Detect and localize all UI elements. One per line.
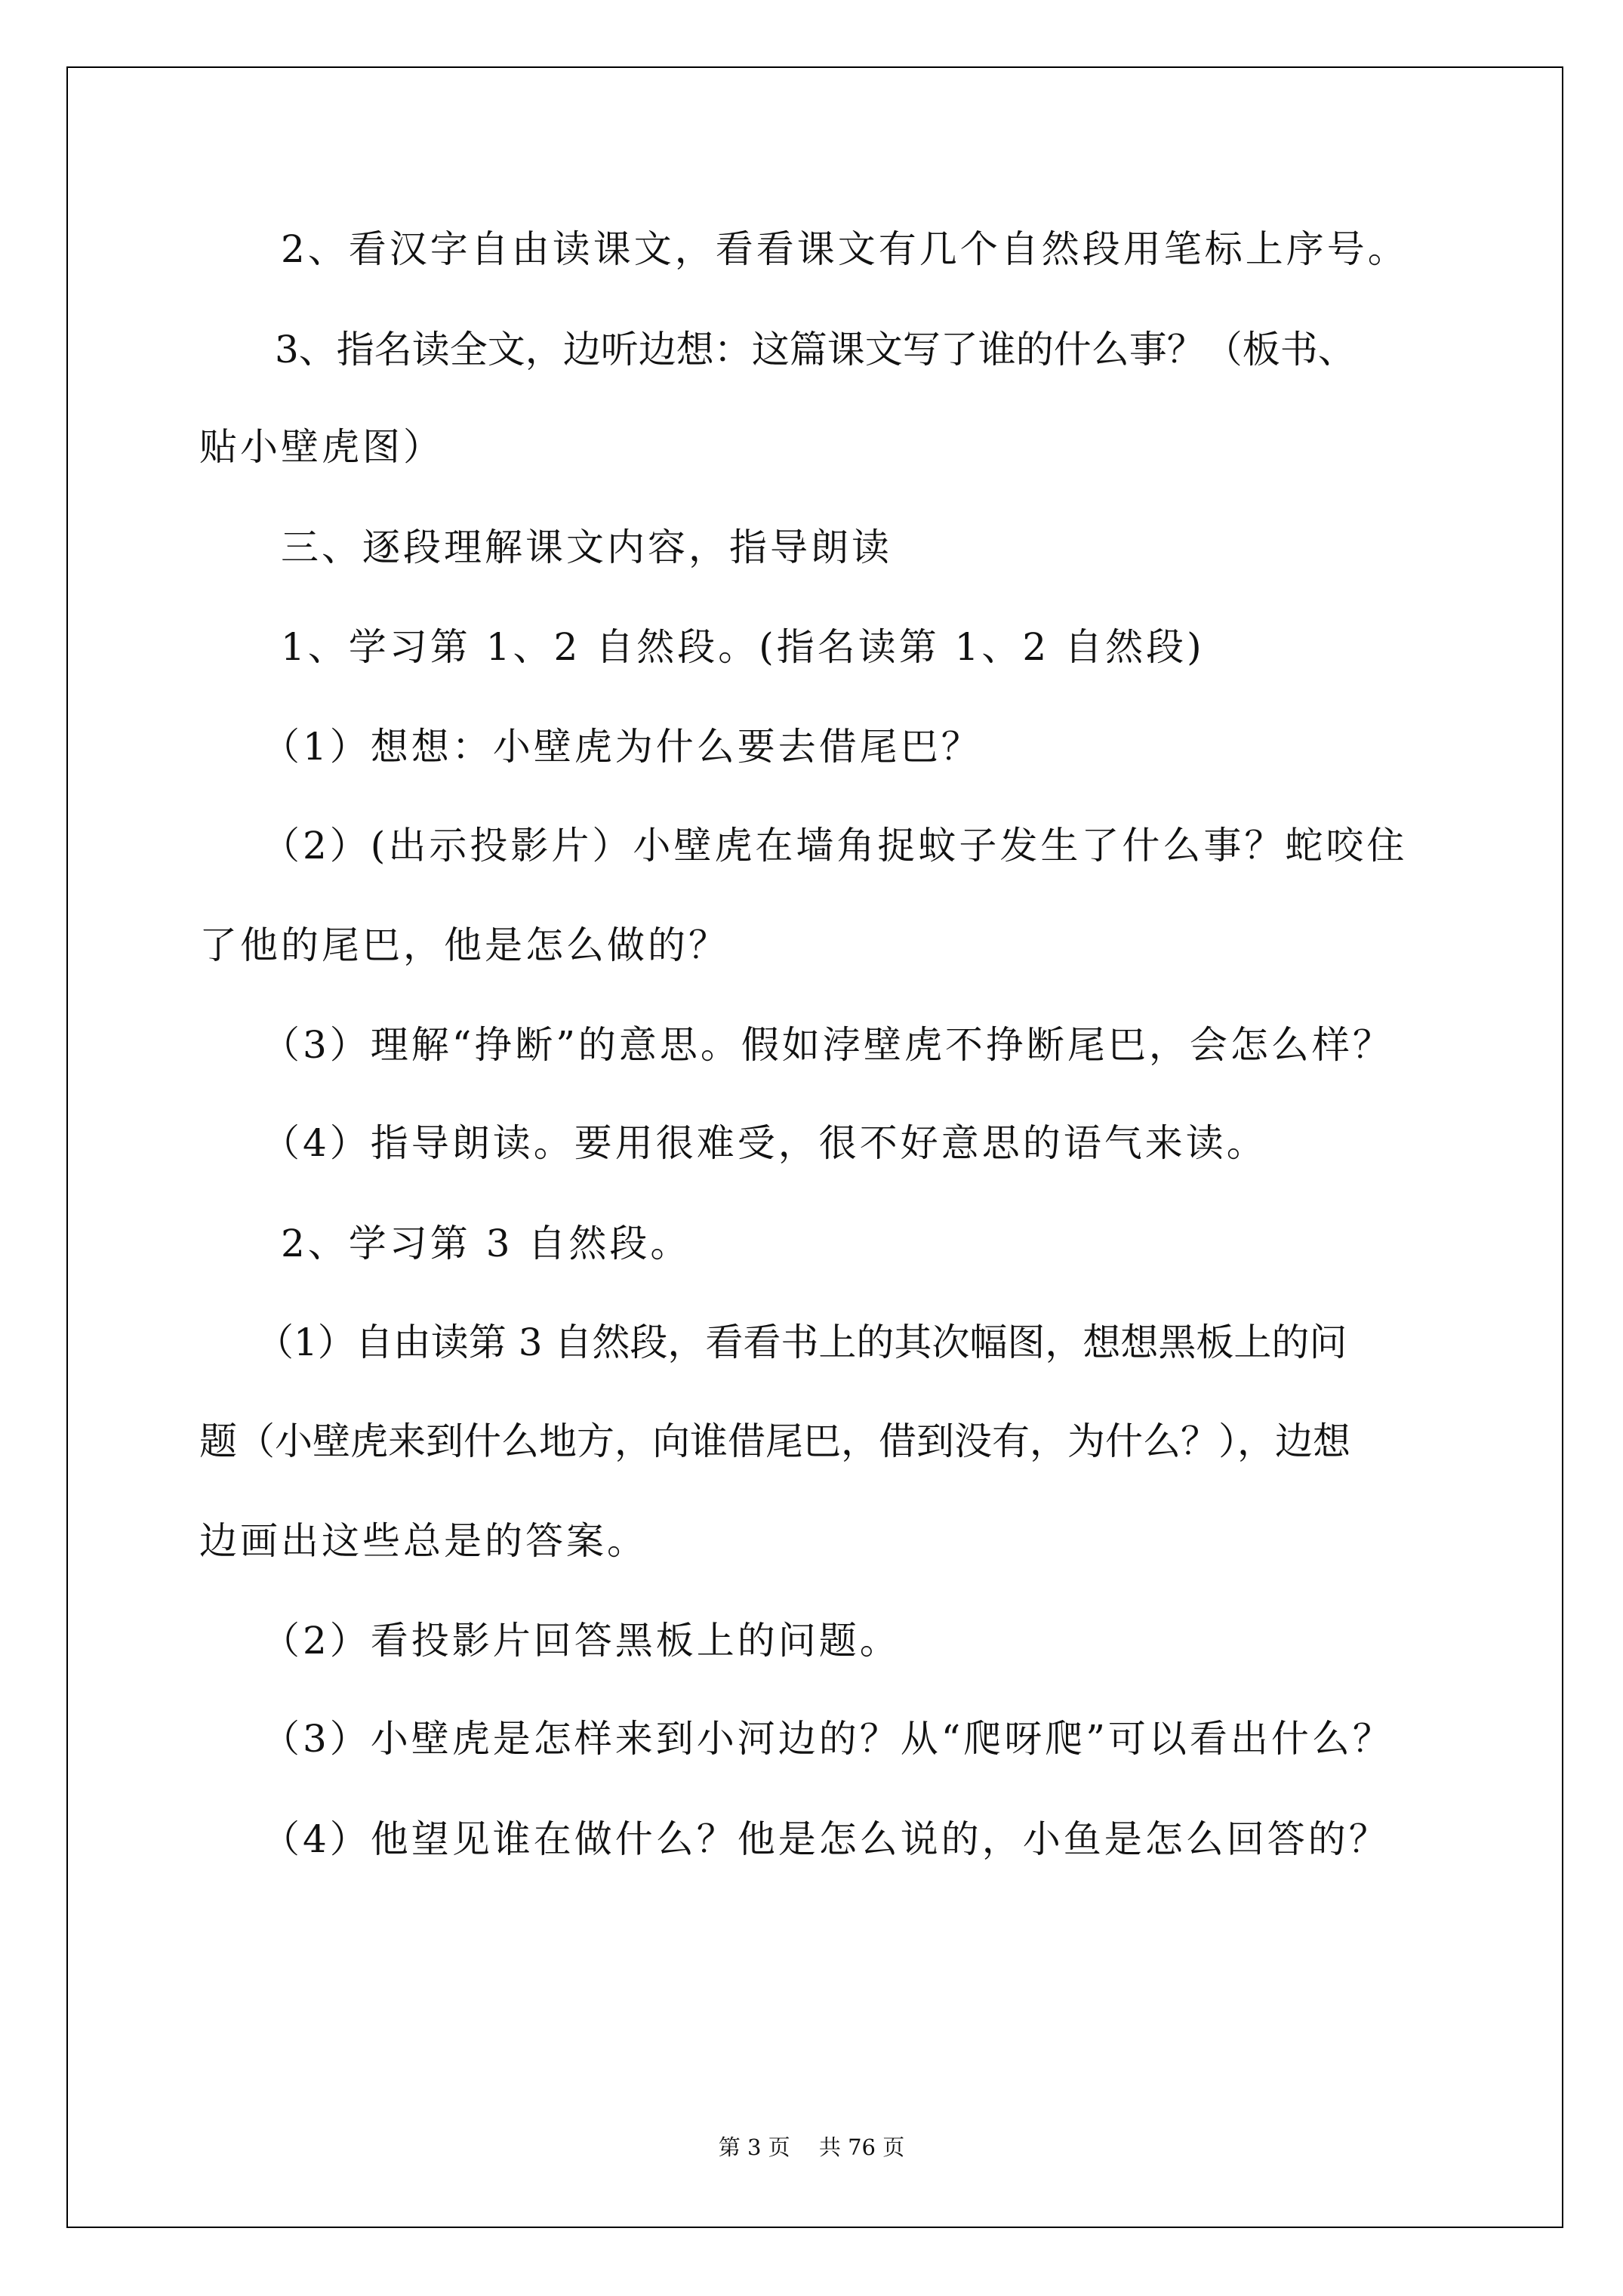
- text-line: 2、学习第 3 自然段。: [199, 1222, 691, 1265]
- text-line: （3）小壁虎是怎样来到小河边的？从“爬呀爬”可以看出什么？: [199, 1717, 1394, 1761]
- text-line: （2）(出示投影片）小壁虎在墙角捉蚊子发生了什么事？蛇咬住: [199, 824, 1408, 868]
- text-line: （4）他望见谁在做什么？他是怎么说的，小鱼是怎么回答的？: [199, 1817, 1390, 1861]
- page-number: 第 3 页 共 76 页: [718, 2134, 905, 2160]
- text-line: 3、指名读全文，边听边想：这篇课文写了谁的什么事？（板书、: [199, 328, 1356, 371]
- text-line: （1）自由读第 3 自然段，看看书上的其次幅图，想想黑板上的问: [199, 1321, 1347, 1364]
- text-line: 了他的尾巴，他是怎么做的？: [199, 923, 729, 967]
- text-line: 贴小壁虎图）: [199, 425, 444, 469]
- text-line: （2）看投影片回答黑板上的问题。: [199, 1619, 901, 1663]
- text-line: （4）指导朗读。要用很难受，很不好意思的语气来读。: [199, 1121, 1267, 1165]
- text-line: 1、学习第 1、2 自然段。(指名读第 1、2 自然段): [199, 625, 1205, 669]
- text-line: 边画出这些总是的答案。: [199, 1519, 648, 1563]
- text-line: （1）想想：小壁虎为什么要去借尾巴？: [199, 725, 982, 769]
- text-line: 2、看汉字自由读课文，看看课文有几个自然段用笔标上序号。: [199, 227, 1409, 271]
- text-line: 三、逐段理解课文内容，指导朗读: [199, 525, 892, 569]
- text-line: （3）理解“挣断”的意思。假如浡壁虎不挣断尾巴，会怎么样？: [199, 1023, 1394, 1067]
- text-line: 题（小壁虎来到什么地方，向谁借尾巴，借到没有，为什么？），边想: [199, 1419, 1350, 1463]
